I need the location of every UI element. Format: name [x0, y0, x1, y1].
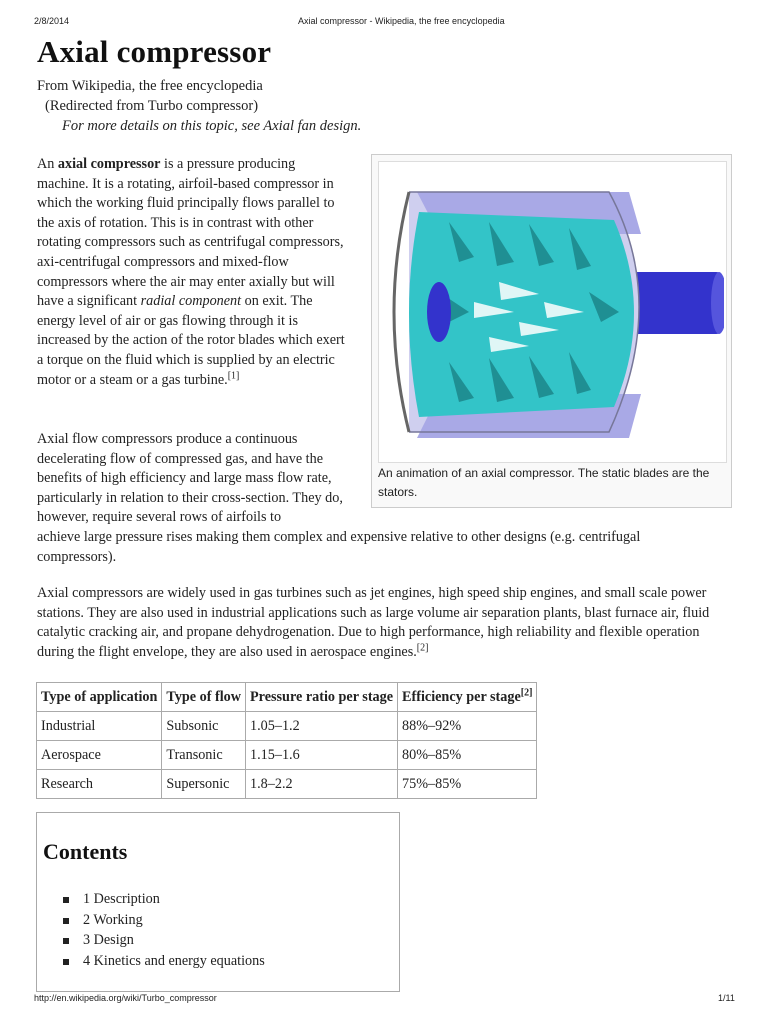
intro-paragraph-2 — [37, 430, 349, 528]
toc-item-description[interactable]: 1 Description — [61, 889, 265, 910]
toc-list — [61, 889, 265, 971]
p2-text: Axial flow compressors produce a continuous decelerating flow of compressed gas, and have the benefits of high efficiency and large mass flow rate, particularly in relation to their cross-section. They do, however, require several rows of airfoils to — [37, 431, 343, 526]
table-cell: 1.8–2.2 — [246, 770, 398, 799]
table-cell: 75%–85% — [398, 770, 537, 799]
col-header-efficiency-label: Efficiency per stage — [402, 688, 521, 705]
intro-paragraph-3 — [37, 584, 737, 662]
axial-compressor-illustration — [379, 162, 724, 460]
figure-thumbnail — [371, 154, 732, 508]
hatnote-suffix: . — [357, 118, 362, 134]
ref-1[interactable]: [1] — [227, 369, 240, 381]
table-cell: 80%–85% — [398, 741, 537, 770]
hatnote — [62, 118, 361, 135]
table-cell: 1.15–1.6 — [246, 741, 398, 770]
hatnote-link[interactable]: Axial fan design — [263, 118, 358, 134]
table-cell: 1.05–1.2 — [246, 712, 398, 741]
col-header-efficiency — [398, 683, 537, 712]
table-ref[interactable]: [2] — [520, 686, 533, 698]
hub — [427, 282, 451, 342]
intro-paragraph-2-continued — [37, 528, 697, 567]
intro-paragraph-1 — [37, 155, 349, 390]
p2-cont: achieve large pressure rises making them complex and expensive relative to other designs (e.g. centrifugal compressors). — [37, 529, 641, 565]
table-cell: Research — [37, 770, 162, 799]
col-header-pressure-ratio: Pressure ratio per stage — [246, 683, 398, 712]
table-of-contents — [36, 812, 400, 992]
toc-item-kinetics[interactable]: 4 Kinetics and energy equations — [61, 951, 265, 972]
table-row — [37, 712, 537, 741]
ref-2[interactable]: [2] — [416, 642, 429, 654]
application-table — [36, 682, 537, 799]
redirect-note: (Redirected from Turbo compressor) — [45, 98, 259, 114]
table-cell: Transonic — [162, 741, 246, 770]
toc-item-design[interactable]: 3 Design — [61, 930, 265, 951]
table-cell: Supersonic — [162, 770, 246, 799]
print-date: 2/8/2014 — [34, 16, 70, 26]
print-page-number: 1/11 — [718, 993, 735, 1003]
table-cell: Subsonic — [162, 712, 246, 741]
print-url: http://en.wikipedia.org/wiki/Turbo_compressor — [34, 993, 217, 1003]
table-row — [37, 741, 537, 770]
casing-rim — [394, 192, 409, 432]
hatnote-prefix: For more details on this topic, see — [62, 118, 264, 134]
table-cell: Industrial — [37, 712, 162, 741]
from-wikipedia: From Wikipedia, the free encyclopedia — [37, 78, 263, 94]
print-title: Axial compressor - Wikipedia, the free encyclopedia — [298, 16, 505, 26]
table-row — [37, 770, 537, 799]
p3-text: Axial compressors are widely used in gas turbines such as jet engines, high speed ship engines, and small scale power stations. They are also used in industrial applications such as large volume air separation plants, blast furnace air, fluid catalytic cracking air, and propane dehydrogenation. Due to high performance, high reliability and flexible operation during the flight envelope, they are also used in aerospace engines. — [37, 585, 710, 660]
compressor-image[interactable] — [378, 161, 727, 463]
col-header-application: Type of application — [37, 683, 162, 712]
table-cell: 88%–92% — [398, 712, 537, 741]
toc-item-working[interactable]: 2 Working — [61, 910, 265, 931]
p1-text-b: on exit. The energy level of air or gas flowing through it is increased by the action of the rotor blades which exert a torque on the fluid which is supplied by an electric motor or a steam or a gas turbine. — [37, 293, 345, 388]
toc-title: Contents — [43, 839, 128, 864]
table-header-row — [37, 683, 537, 712]
p1-lead: An — [37, 156, 58, 172]
p1-italic: radial component — [140, 293, 242, 310]
page-title: Axial compressor — [37, 34, 272, 69]
col-header-flow: Type of flow — [162, 683, 246, 712]
p1-bold-term: axial compressor — [57, 156, 161, 172]
p1-text-a: is a pressure producing machine. It is a rotating, airfoil-based compressor in which the working fluid principally flows parallel to the axis of rotation. This is in contrast with other rotating compressors such as centrifugal compressors, axi-centrifugal compressors and mixed-flow compressors where the air may enter axially but will have a significant — [37, 156, 344, 310]
table-cell: Aerospace — [37, 741, 162, 770]
figure-caption: An animation of an axial compressor. The static blades are the stators. — [378, 466, 710, 499]
